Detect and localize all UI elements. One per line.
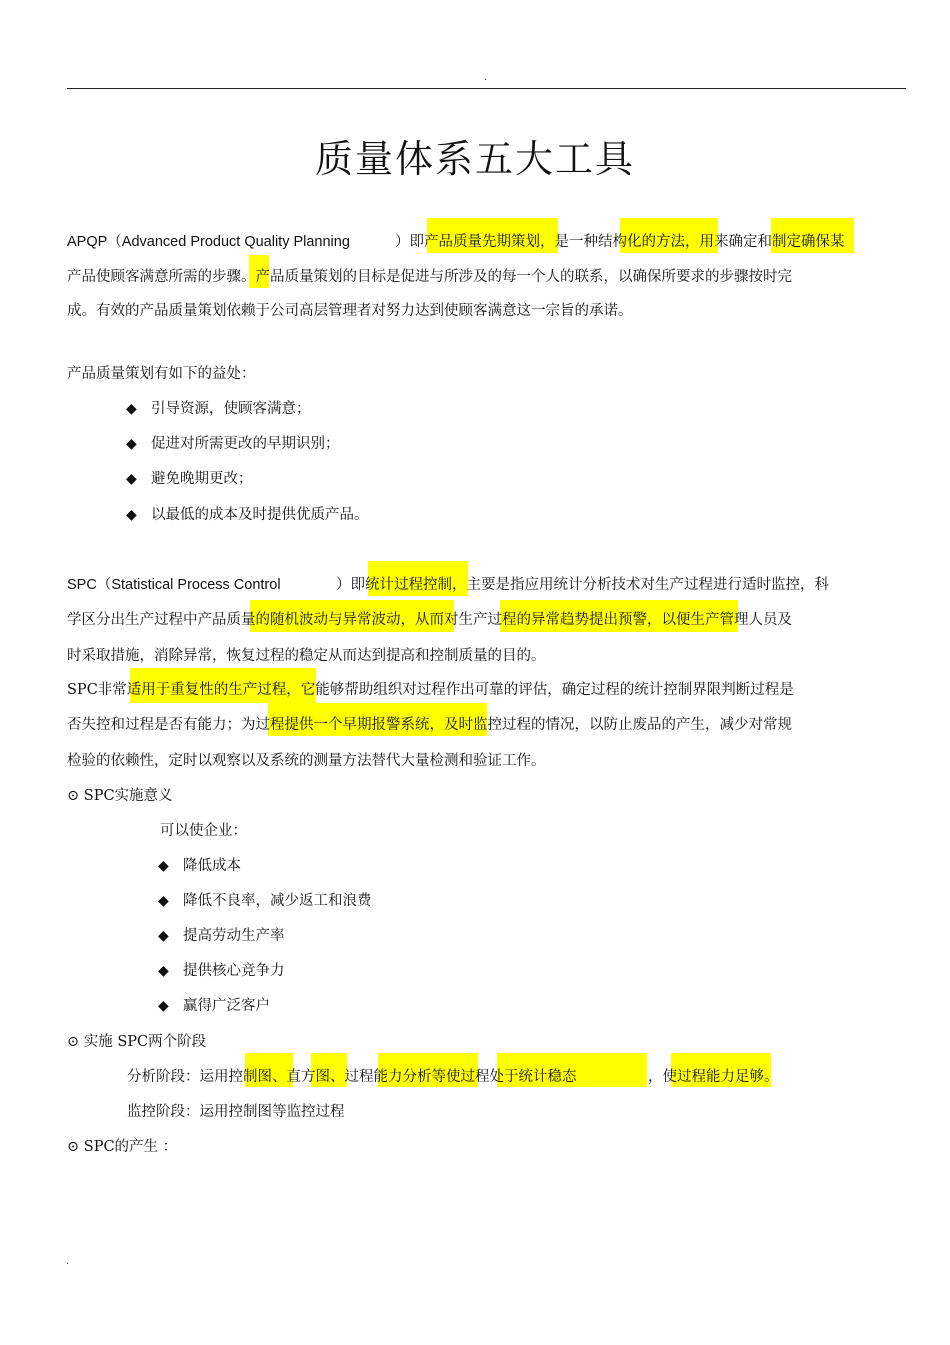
apqp-paragraph-line: 产品使顾客满意所需的步骤。产品质量策划的目标是促进与所涉及的每一个人的联系，以确保所要求的步骤按时完 (67, 269, 792, 285)
header-rule (67, 88, 906, 89)
benefit-item: 避免晚期更改； (151, 471, 253, 487)
analysis-stage-tail: ，使过程能力足够。 (648, 1069, 779, 1085)
footer-dot: . (66, 1256, 70, 1267)
bullet-icon: ◆ (126, 436, 137, 452)
spc-paragraph-line: SPC非常适用于重复性的生产过程，它能够帮助组织对过程作出可靠的评估，确定过程的统计控制界限判断过程是 (67, 682, 794, 698)
list-item: 提供核心竞争力 (183, 963, 285, 979)
bullet-icon: ◆ (158, 893, 169, 909)
benefits-intro: 产品质量策划有如下的益处： (67, 366, 256, 382)
apqp-paragraph-line: ）即产品质量先期策划，是一种结构化的方法，用来确定和制定确保某 (395, 234, 845, 250)
apqp-paragraph-line: 成。有效的产品质量策划依赖于公司高层管理者对努力达到使顾客满意这一宗旨的承诺。 (67, 303, 633, 319)
benefit-item: 以最低的成本及时提供优质产品。 (151, 507, 369, 523)
section-heading: ⊙ SPC实施意义 (67, 788, 173, 804)
section-heading: ⊙ 实施 SPC两个阶段 (67, 1034, 207, 1050)
bullet-icon: ◆ (126, 507, 137, 523)
section-heading: ⊙ SPC的产生 ： (67, 1139, 178, 1155)
spc-label: SPC（Statistical Process Control (67, 577, 281, 593)
bullet-icon: ◆ (126, 401, 137, 417)
bullet-icon: ◆ (158, 998, 169, 1014)
bullet-icon: ◆ (158, 928, 169, 944)
bullet-icon: ◆ (158, 858, 169, 874)
benefit-item: 引导资源，使顾客满意； (151, 401, 311, 417)
spc-paragraph-line: 时采取措施，消除异常，恢复过程的稳定从而达到提高和控制质量的目的。 (67, 648, 546, 664)
apqp-label: APQP（Advanced Product Quality Planning (67, 234, 350, 250)
list-item: 降低不良率，减少返工和浪费 (183, 893, 372, 909)
spc-paragraph-line: 否失控和过程是否有能力；为过程提供一个早期报警系统，及时监控过程的情况，以防止废品的产生，减少对常规 (67, 717, 792, 733)
section-intro: 可以使企业： (160, 823, 247, 839)
analysis-stage: 分析阶段：运用控制图、直方图、过程能力分析等使过程处于统计稳态 (127, 1069, 577, 1085)
header-dot: . (484, 72, 488, 83)
list-item: 提高劳动生产率 (183, 928, 285, 944)
page-title: 质量体系五大工具 (314, 137, 635, 181)
benefit-item: 促进对所需更改的早期识别； (151, 436, 340, 452)
bullet-icon: ◆ (126, 471, 137, 487)
spc-paragraph-line: 检验的依赖性，定时以观察以及系统的测量方法替代大量检测和验证工作。 (67, 753, 546, 769)
spc-paragraph-line: 学区分出生产过程中产品质量的随机波动与异常波动，从而对生产过程的异常趋势提出预警，以便生产管理人员及 (67, 612, 792, 628)
list-item: 赢得广泛客户 (183, 998, 270, 1014)
list-item: 降低成本 (183, 858, 241, 874)
spc-paragraph-line: ）即统计过程控制，主要是指应用统计分析技术对生产过程进行适时监控，科 (336, 577, 829, 593)
monitor-stage: 监控阶段：运用控制图等监控过程 (127, 1104, 345, 1120)
bullet-icon: ◆ (158, 963, 169, 979)
